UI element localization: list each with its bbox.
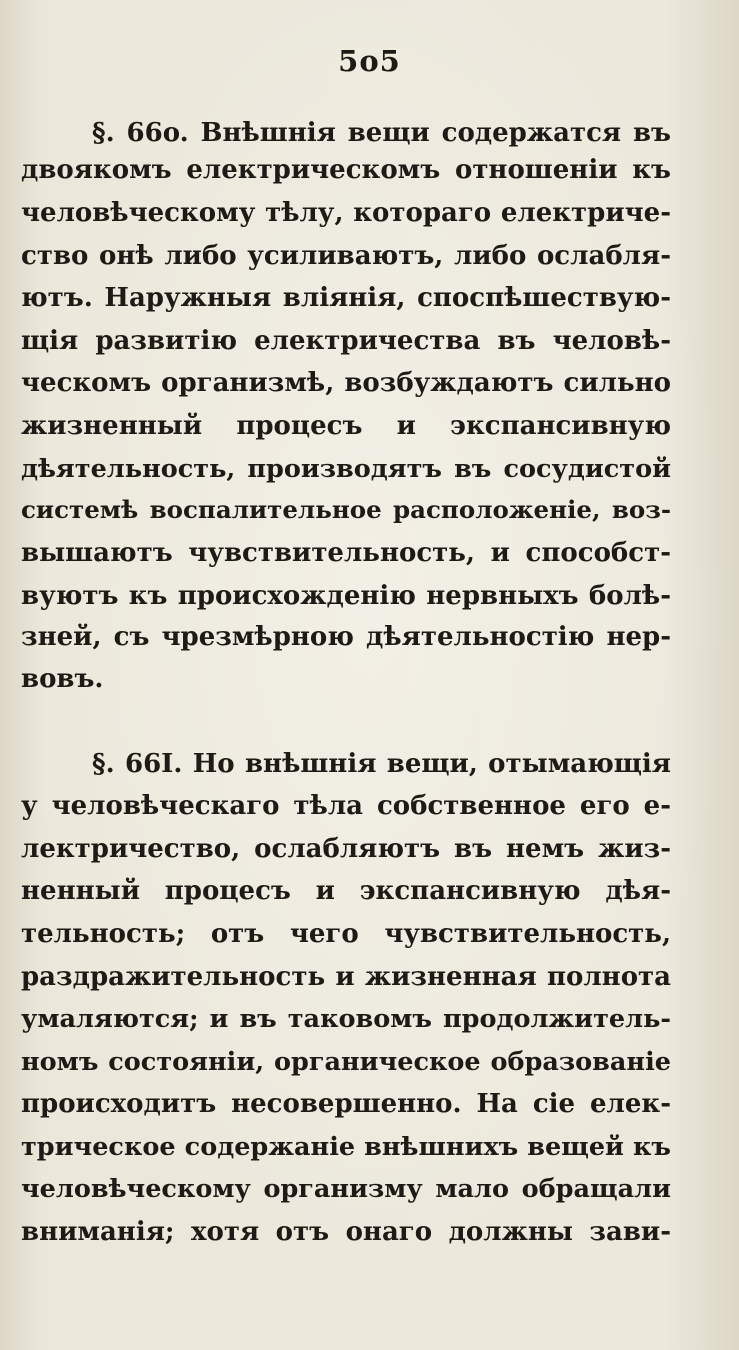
text-line: человѣческому организму мало обращали [21, 1174, 671, 1204]
text-line: ютъ. Наружныя влiянія, споспѣшествую- [21, 283, 671, 313]
text-line: человѣческому тѣлу, котораго електриче- [21, 198, 671, 228]
page-number: 5o5 [338, 44, 401, 78]
text-line: лектричество, ослабляютъ въ немъ жиз- [21, 834, 671, 864]
text-line: ненный процесъ и экспансивную дѣя- [21, 876, 671, 906]
text-line: двоякомъ електрическомъ отношеніи къ [21, 155, 671, 185]
text-line: тельность; отъ чего чувствительность, [21, 919, 671, 949]
text-line: номъ состояніи, органическое образованіе [21, 1047, 671, 1077]
text-line: §. 66o. Внѣшнія вещи содержатся въ [92, 118, 671, 148]
text-line: вовъ. [21, 664, 104, 694]
text-line: щія развитію електричества въ человѣ- [21, 326, 671, 356]
text-line: ство онѣ либо усиливаютъ, либо ослабля- [21, 241, 671, 271]
text-line: раздражительность и жизненная полнота [21, 962, 671, 992]
text-line: дѣятельность, производятъ въ сосудистой [21, 454, 671, 484]
text-line: системѣ воспалительное расположеніе, воз- [21, 495, 671, 524]
text-line: вышаютъ чувствительность, и способст- [21, 538, 671, 568]
text-line: жизненный процесъ и экспансивную [21, 411, 671, 441]
text-line: зней, съ чрезмѣрною дѣятельностію нер- [21, 622, 671, 652]
text-line: ческомъ организмѣ, возбуждаютъ сильно [21, 368, 671, 398]
text-line: трическое содержаніе внѣшнихъ вещей къ [21, 1132, 671, 1162]
text-line: §. 66I. Но внѣшнія вещи, отымающія [92, 749, 671, 779]
text-line: умаляются; и въ таковомъ продолжитель- [21, 1004, 671, 1034]
text-line: происходитъ несовершенно. На сіе елек- [21, 1089, 671, 1119]
text-line: вуютъ къ происхожденію нервныхъ болѣ- [21, 581, 671, 611]
text-line: у человѣческаго тѣла собственное его е- [21, 791, 671, 821]
text-line: вниманія; хотя отъ онаго должны зави- [21, 1217, 671, 1247]
